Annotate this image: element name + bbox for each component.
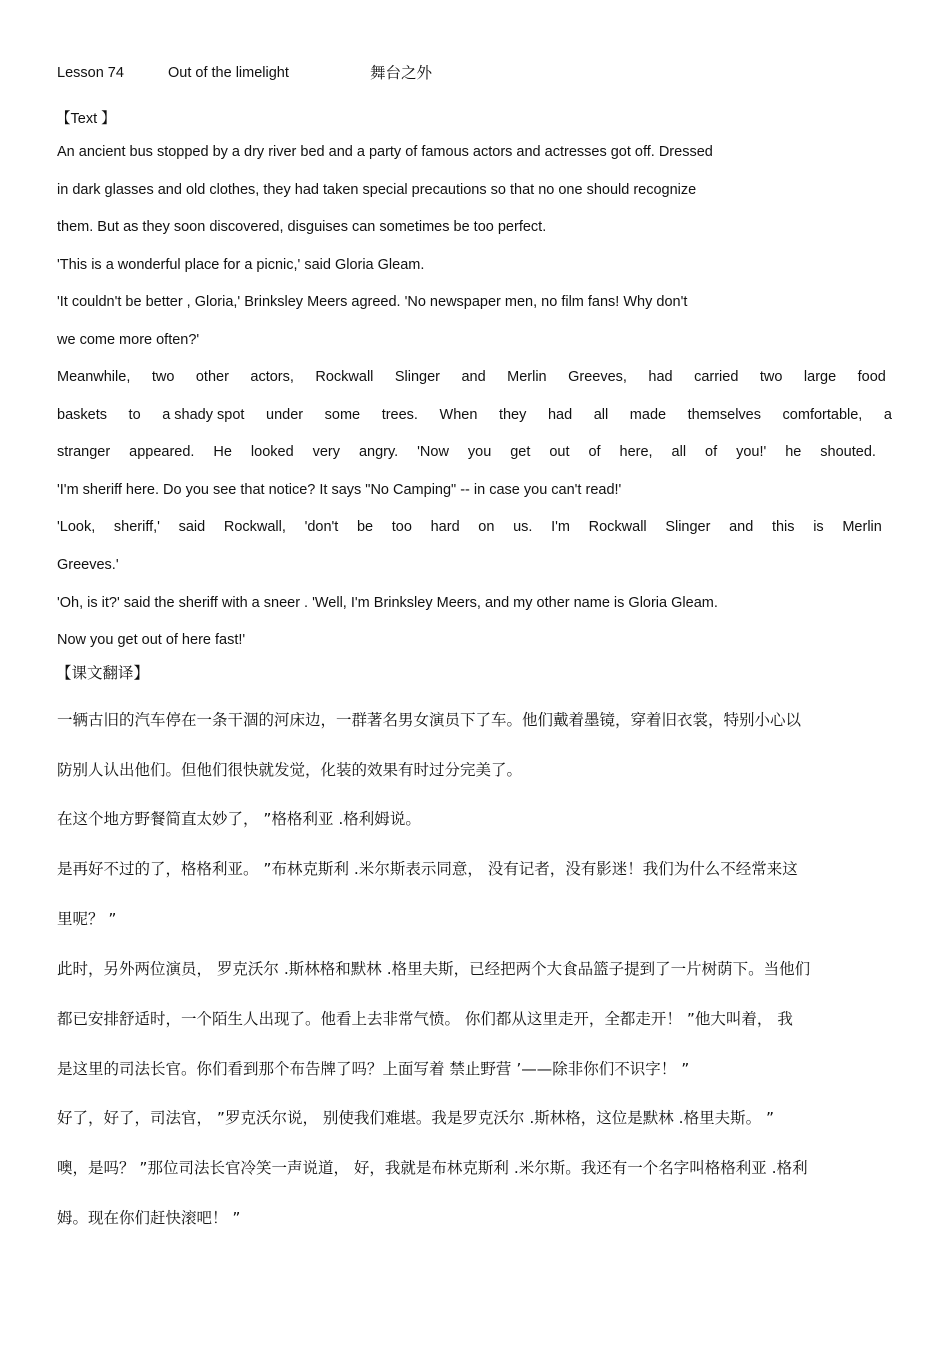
word: comfortable, [782,407,863,423]
word: Rockwall [315,369,374,385]
word: be [356,519,374,535]
text-heading: 【Text 】 [56,111,116,127]
word: us. [513,519,533,535]
word: trees. [381,407,418,423]
word: angry. [358,444,399,460]
text-line-13: 'Oh, is it?' said the sheriff with a sneer . 'Well, I'm Brinksley Meers, and my other name is Gloria Gleam. [57,595,718,611]
word: large [803,369,837,385]
lesson-title-en: Out of the limelight [168,65,289,81]
word: 'Look, [57,519,96,535]
word: all [593,407,609,423]
translation-line-4: 是再好不过的了，格格利亚。 ”布林克斯利 .米尔斯表示同意， 没有记者，没有影迷！我们为什么不经常来这 [57,860,798,878]
translation-line-1: 一辆古旧的汽车停在一条干涸的河床边，一群著名男女演员下了车。他们戴着墨镜，穿着旧衣裳，特别小心以 [57,711,802,729]
text-line-5: 'It couldn't be better , Gloria,' Brinksley Meers agreed. 'No newspaper men, no film fans! Why don't [57,294,688,310]
word: under [266,407,304,423]
word: Merlin [507,369,547,385]
text-line-11 [57,518,882,536]
word: here, [619,444,653,460]
translation-line-3: 在这个地方野餐简直太妙了， ”格格利亚 .格利姆说。 [57,810,421,828]
word: some [324,407,361,423]
word: is [813,519,824,535]
word: hard [430,519,460,535]
word: food [857,369,886,385]
text-line-1: An ancient bus stopped by a dry river bed and a party of famous actors and actresses got off. Dressed [57,144,713,160]
word: on [478,519,495,535]
lesson-number: Lesson 74 [57,65,124,81]
translation-line-6: 此时，另外两位演员， 罗克沃尔 .斯林格和默林 .格里夫斯，已经把两个大食品篮子提到了一片树荫下。当他们 [57,960,811,978]
text-line-14: Now you get out of here fast!' [57,632,246,648]
text-line-3: them. But as they soon discovered, disguises can sometimes be too perfect. [57,219,547,235]
word: carried [694,369,739,385]
text-line-8 [57,406,892,424]
word: and [461,369,486,385]
word: two [759,369,783,385]
word: Merlin [842,519,882,535]
word: had [648,369,673,385]
word: and [729,519,754,535]
word: sheriff,' [113,519,160,535]
word: to [128,407,141,423]
text-line-7 [57,368,886,386]
translation-line-9: 好了，好了，司法官， ”罗克沃尔说， 别使我们难堪。我是罗克沃尔 .斯林格，这位是默林 .格里夫斯。 ” [57,1109,775,1127]
translation-line-10: 噢，是吗？ ”那位司法长官冷笑一声说道， 好，我就是布林克斯利 .米尔斯。我还有一个名字叫格格利亚 .格利 [57,1159,808,1177]
word: had [547,407,573,423]
word: all [671,444,687,460]
word: other [195,369,229,385]
word: looked [250,444,294,460]
word: appeared. [129,444,195,460]
word: he [785,444,802,460]
word: made [629,407,667,423]
word: out [549,444,570,460]
text-line-12: Greeves.' [57,557,119,573]
word: themselves [687,407,761,423]
lesson-title-cn: 舞台之外 [370,64,433,82]
word: of [705,444,718,460]
word: Greeves, [568,369,627,385]
word: stranger [57,444,111,460]
translation-line-7: 都已安排舒适时，一个陌生人出现了。他看上去非常气愤。 你们都从这里走开，全都走开！ ”他大叫着， 我 [57,1010,793,1028]
word: 'Now [417,444,449,460]
word: He [213,444,232,460]
text-line-2: in dark glasses and old clothes, they had taken special precautions so that no one should recognize [57,182,697,198]
text-line-10: 'I'm sheriff here. Do you see that notice? It says "No Camping" -- in case you can't read!' [57,482,622,498]
translation-line-5: 里呢？ ” [57,910,117,928]
word: shouted. [820,444,876,460]
word: Rockwall [588,519,647,535]
word: said [178,519,206,535]
word: I'm [551,519,570,535]
translation-line-2: 防别人认出他们。但他们很快就发觉，化装的效果有时过分完美了。 [57,761,523,779]
text-line-4: 'This is a wonderful place for a picnic,' said Gloria Gleam. [57,257,425,273]
word: 'don't [304,519,339,535]
word: get [510,444,531,460]
word: you!' [736,444,767,460]
word: baskets [57,407,107,423]
word: they [498,407,527,423]
word: of [588,444,601,460]
word: Slinger [394,369,440,385]
translation-heading: 【课文翻译】 [56,664,150,682]
word: a shady spot [162,407,245,423]
text-line-6: we come more often?' [57,332,200,348]
word: actors, [250,369,294,385]
word: Meanwhile, [57,369,131,385]
word: too [391,519,412,535]
word: a [883,407,892,423]
word: two [151,369,175,385]
word: you [467,444,492,460]
word: Rockwall, [223,519,286,535]
translation-line-11: 姆。现在你们赶快滚吧！ ” [57,1209,241,1227]
word: When [439,407,478,423]
text-line-9 [57,443,876,461]
translation-line-8: 是这里的司法长官。你们看到那个布告牌了吗？上面写着 禁止野营 ’——除非你们不识字！ ” [57,1060,690,1078]
word: Slinger [665,519,711,535]
word: very [312,444,341,460]
word: this [771,519,795,535]
